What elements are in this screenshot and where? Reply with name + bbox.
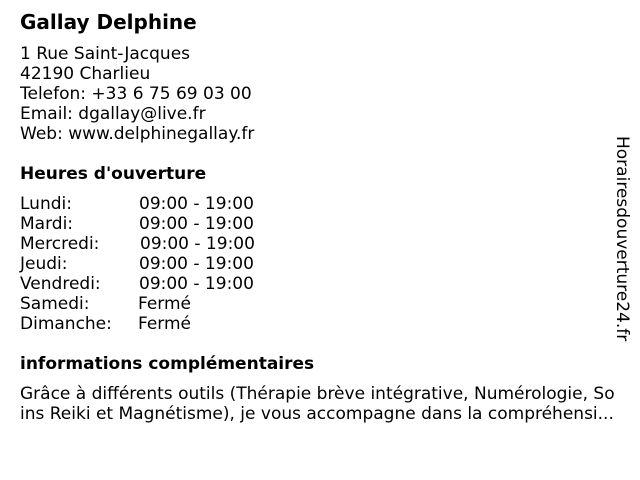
- day-hours: 09:00 - 19:00: [140, 234, 255, 254]
- website-line[interactable]: Web: www.delphinegallay.fr: [20, 124, 255, 144]
- opening-hours-heading: Heures d'ouverture: [20, 164, 207, 184]
- closed-label: Fermé: [138, 314, 192, 334]
- site-watermark: [611, 136, 633, 376]
- description-line-1: Grâce à différents outils (Thérapie brève intégrative, Numérologie, So: [20, 384, 615, 404]
- business-name: Gallay Delphine: [20, 10, 197, 34]
- email-line[interactable]: Email: dgallay@live.fr: [20, 104, 206, 124]
- additional-info-heading: informations complémentaires: [20, 354, 315, 374]
- hours-row-friday: [20, 274, 280, 294]
- day-label: Mercredi:: [20, 234, 100, 254]
- hours-row-tuesday: [20, 214, 280, 234]
- phone-line[interactable]: Telefon: +33 6 75 69 03 00: [20, 84, 252, 104]
- description-line-2: ins Reiki et Magnétisme), je vous accompagne dans la compréhensi...: [20, 404, 614, 424]
- hours-row-sunday: [20, 314, 280, 334]
- day-hours: 09:00 - 19:00: [139, 254, 254, 274]
- day-label: Lundi:: [20, 194, 72, 214]
- day-label: Dimanche:: [20, 314, 112, 334]
- watermark-text: Horairesdouverture24.fr: [612, 136, 632, 342]
- address-street: 1 Rue Saint-Jacques: [20, 44, 191, 64]
- day-label: Samedi:: [20, 294, 90, 314]
- closed-label: Fermé: [138, 294, 192, 314]
- day-hours: 09:00 - 19:00: [139, 194, 254, 214]
- day-hours: 09:00 - 19:00: [139, 274, 254, 294]
- address-city: 42190 Charlieu: [20, 64, 151, 84]
- hours-row-monday: [20, 194, 280, 214]
- additional-info-text: [20, 384, 632, 424]
- contact-block: [20, 44, 254, 144]
- hours-row-saturday: [20, 294, 280, 314]
- day-hours: 09:00 - 19:00: [139, 214, 254, 234]
- day-label: Mardi:: [20, 214, 74, 234]
- hours-row-thursday: [20, 254, 280, 274]
- day-label: Vendredi:: [20, 274, 101, 294]
- hours-row-wednesday: [20, 234, 280, 254]
- day-label: Jeudi:: [20, 254, 68, 274]
- opening-hours-table: [20, 194, 280, 334]
